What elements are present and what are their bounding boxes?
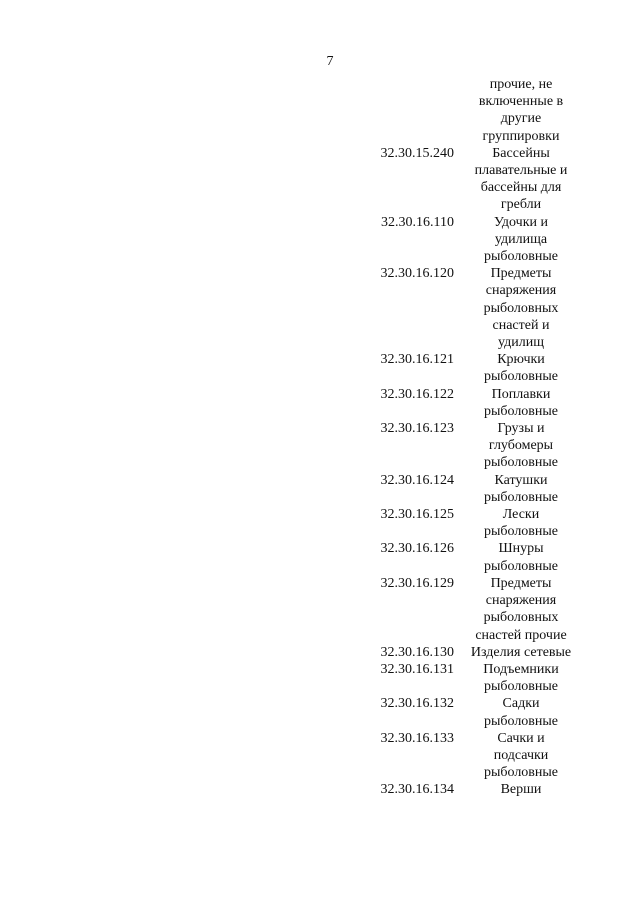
okpd-code: 32.30.16.132: [380, 696, 454, 712]
okpd-code: 32.30.16.131: [380, 661, 454, 677]
item-name: [456, 695, 586, 729]
item-name-line: снастей прочие: [475, 627, 567, 643]
okpd-code: 32.30.16.123: [380, 421, 454, 437]
item-name-line: Грузы и: [497, 421, 545, 437]
item-name: [456, 506, 586, 540]
okpd-code: 32.30.16.122: [380, 386, 454, 402]
item-name-line: Катушки: [494, 472, 548, 488]
okpd-code: 32.30.16.126: [380, 541, 454, 557]
item-name-line: рыболовных: [483, 300, 559, 316]
item-name: [456, 661, 586, 695]
item-name-line: другие: [500, 111, 542, 127]
item-name-line: удилища: [494, 231, 548, 247]
item-name-line: снастей и: [492, 317, 550, 333]
item-name-line: рыболовные: [483, 249, 559, 265]
item-name: [456, 781, 586, 798]
item-name-line: Подъемники: [483, 661, 559, 677]
item-name-line: рыболовные: [483, 455, 559, 471]
item-name-line: рыболовные: [483, 679, 559, 695]
item-name-line: гребли: [500, 197, 542, 213]
item-name-line: Шнуры: [498, 541, 544, 557]
okpd-code: 32.30.16.110: [381, 214, 454, 230]
okpd-code: 32.30.16.124: [380, 472, 454, 488]
item-name-line: включенные в: [478, 94, 564, 110]
item-name-line: Садки: [502, 696, 540, 712]
item-name-line: рыболовные: [483, 489, 559, 505]
item-name: [456, 214, 586, 266]
okpd-code: 32.30.16.125: [380, 507, 454, 523]
okpd-code: 32.30.16.129: [380, 575, 454, 591]
okpd-code: 32.30.15.240: [380, 145, 454, 161]
item-name-line: группировки: [482, 128, 560, 144]
item-name-line: Лески: [502, 507, 540, 523]
table-row: [0, 506, 640, 540]
okpd-code: 32.30.16.133: [380, 730, 454, 746]
item-name: [456, 76, 586, 145]
table-row: [0, 420, 640, 472]
table-row: [0, 540, 640, 574]
item-name-line: рыболовных: [483, 610, 559, 626]
item-name-line: рыболовные: [483, 524, 559, 540]
item-name: [456, 730, 586, 782]
item-name: [456, 386, 586, 420]
okpd-code: 32.30.16.120: [380, 266, 454, 282]
item-name-line: глубомеры: [488, 438, 554, 454]
item-name-line: рыболовные: [483, 765, 559, 781]
table-row: [0, 661, 640, 695]
item-name-line: рыболовные: [483, 369, 559, 385]
item-name-line: рыболовные: [483, 713, 559, 729]
table-row: [0, 644, 640, 661]
item-name: [456, 351, 586, 385]
table-row: [0, 145, 640, 214]
item-name-line: подсачки: [493, 747, 549, 763]
item-name: [456, 145, 586, 214]
item-name-line: Поплавки: [491, 386, 551, 402]
classification-table: [0, 76, 640, 799]
page-number: 7: [326, 54, 334, 69]
item-name-line: Сачки и: [497, 730, 545, 746]
item-name: [456, 575, 586, 644]
okpd-code: 32.30.16.121: [380, 352, 454, 368]
table-row: [0, 351, 640, 385]
table-row: [0, 730, 640, 782]
table-row: [0, 76, 640, 145]
item-name: [456, 472, 586, 506]
table-row: [0, 214, 640, 266]
item-name: [456, 420, 586, 472]
item-name-line: Удочки и: [493, 214, 549, 230]
item-name-line: Предметы: [490, 575, 552, 591]
table-row: [0, 575, 640, 644]
item-name-line: прочие, не: [489, 77, 553, 92]
item-name-line: плавательные и: [474, 163, 568, 179]
item-name-line: удилищ: [498, 335, 544, 351]
item-name: [456, 644, 586, 661]
item-name-line: бассейны для: [480, 180, 562, 196]
table-row: [0, 472, 640, 506]
table-row: [0, 265, 640, 351]
item-name-line: Бассейны: [492, 145, 550, 161]
item-name-line: Предметы: [490, 266, 552, 282]
item-name: [456, 540, 586, 574]
okpd-code: 32.30.16.134: [380, 782, 454, 798]
item-name-line: Изделия сетевые: [470, 644, 572, 660]
item-name-line: снаряжения: [485, 593, 557, 609]
okpd-code: 32.30.16.130: [380, 644, 454, 660]
item-name-line: Крючки: [497, 352, 545, 368]
table-row: [0, 781, 640, 798]
table-row: [0, 695, 640, 729]
item-name-line: снаряжения: [485, 283, 557, 299]
item-name: [456, 265, 586, 351]
table-row: [0, 386, 640, 420]
item-name-line: Верши: [500, 782, 542, 798]
item-name-line: рыболовные: [483, 403, 559, 419]
item-name-line: рыболовные: [483, 558, 559, 574]
